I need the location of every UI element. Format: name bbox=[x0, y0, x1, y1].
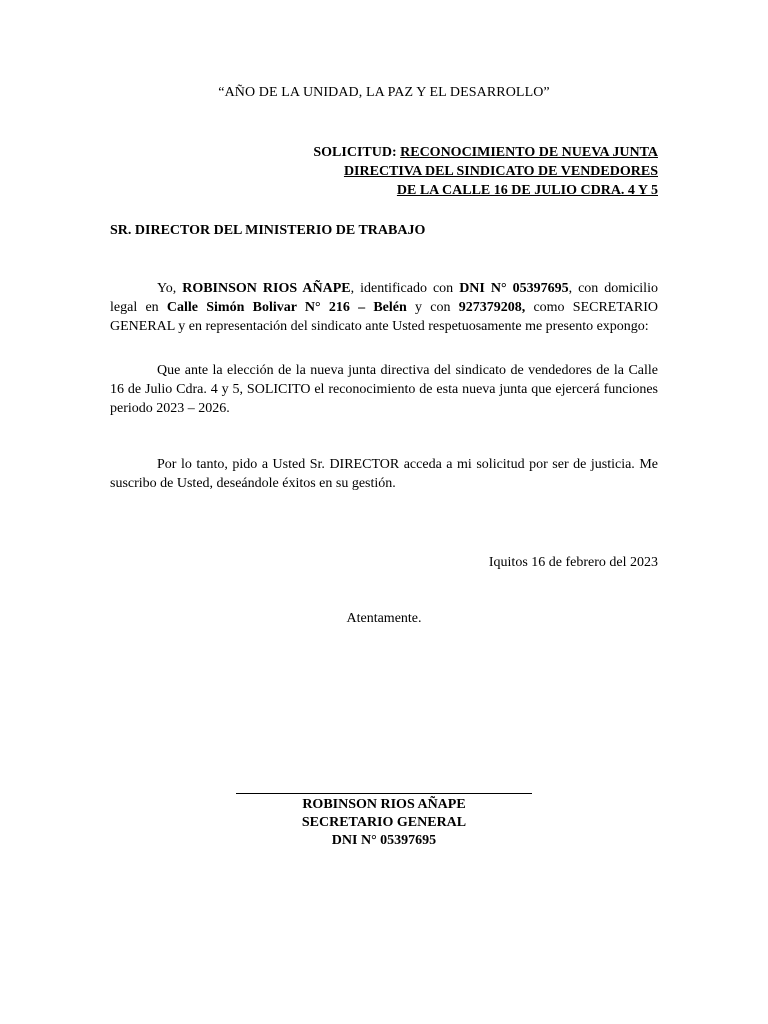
applicant-name: ROBINSON RIOS AÑAPE bbox=[182, 281, 351, 296]
intro-text: Yo, bbox=[157, 281, 183, 296]
addressee: SR. DIRECTOR DEL MINISTERIO DE TRABAJO bbox=[110, 223, 426, 238]
intro-text: , con domicilio legal en bbox=[110, 281, 658, 315]
place-date: Iquitos 16 de febrero del 2023 bbox=[488, 555, 658, 570]
year-motto: “AÑO DE LA UNIDAD, LA PAZ Y EL DESARROLLO” bbox=[218, 85, 550, 100]
applicant-phone: 927379208, bbox=[458, 300, 526, 315]
applicant-dni: DNI N° 05397695 bbox=[459, 281, 569, 296]
intro-text: , identificado con bbox=[350, 281, 460, 296]
subject-text-3: DE LA CALLE 16 DE JULIO CDRA. 4 Y 5 bbox=[396, 183, 658, 198]
paragraph-introduction bbox=[110, 279, 658, 336]
signatory-dni: DNI N° 05397695 bbox=[331, 833, 437, 848]
subject-text-2: DIRECTIVA DEL SINDICATO DE VENDEDORES bbox=[343, 164, 658, 179]
signatory-name: ROBINSON RIOS AÑAPE bbox=[302, 797, 466, 812]
subject-line-1 bbox=[313, 143, 658, 162]
intro-text: y con bbox=[406, 300, 459, 315]
paragraph-request: Que ante la elección de la nueva junta directiva del sindicato de vendedores de la Calle 16 de Julio Cdra. 4 y 5, SOLICITO el reconocimiento de esta nueva junta que ejercerá funciones periodo 2023 – 2026. bbox=[110, 363, 658, 416]
signature-line bbox=[236, 793, 532, 794]
paragraph-conclusion: Por lo tanto, pido a Usted Sr. DIRECTOR acceda a mi solicitud por ser de justicia. Me suscribo de Usted, deseándole éxitos en su gestión. bbox=[110, 457, 658, 491]
intro-text: como SECRETARIO GENERAL y en representación del sindicato ante Usted respetuosamente me presento expongo: bbox=[110, 300, 658, 334]
signature-block bbox=[0, 796, 768, 850]
subject-block bbox=[313, 143, 658, 200]
closing-salutation: Atentamente. bbox=[346, 611, 422, 626]
subject-text-1: RECONOCIMIENTO DE NUEVA JUNTA bbox=[400, 145, 658, 160]
subject-label: SOLICITUD: bbox=[313, 145, 397, 160]
applicant-address: Calle Simón Bolivar N° 216 – Belén bbox=[166, 300, 407, 315]
signatory-role: SECRETARIO GENERAL bbox=[301, 815, 467, 830]
